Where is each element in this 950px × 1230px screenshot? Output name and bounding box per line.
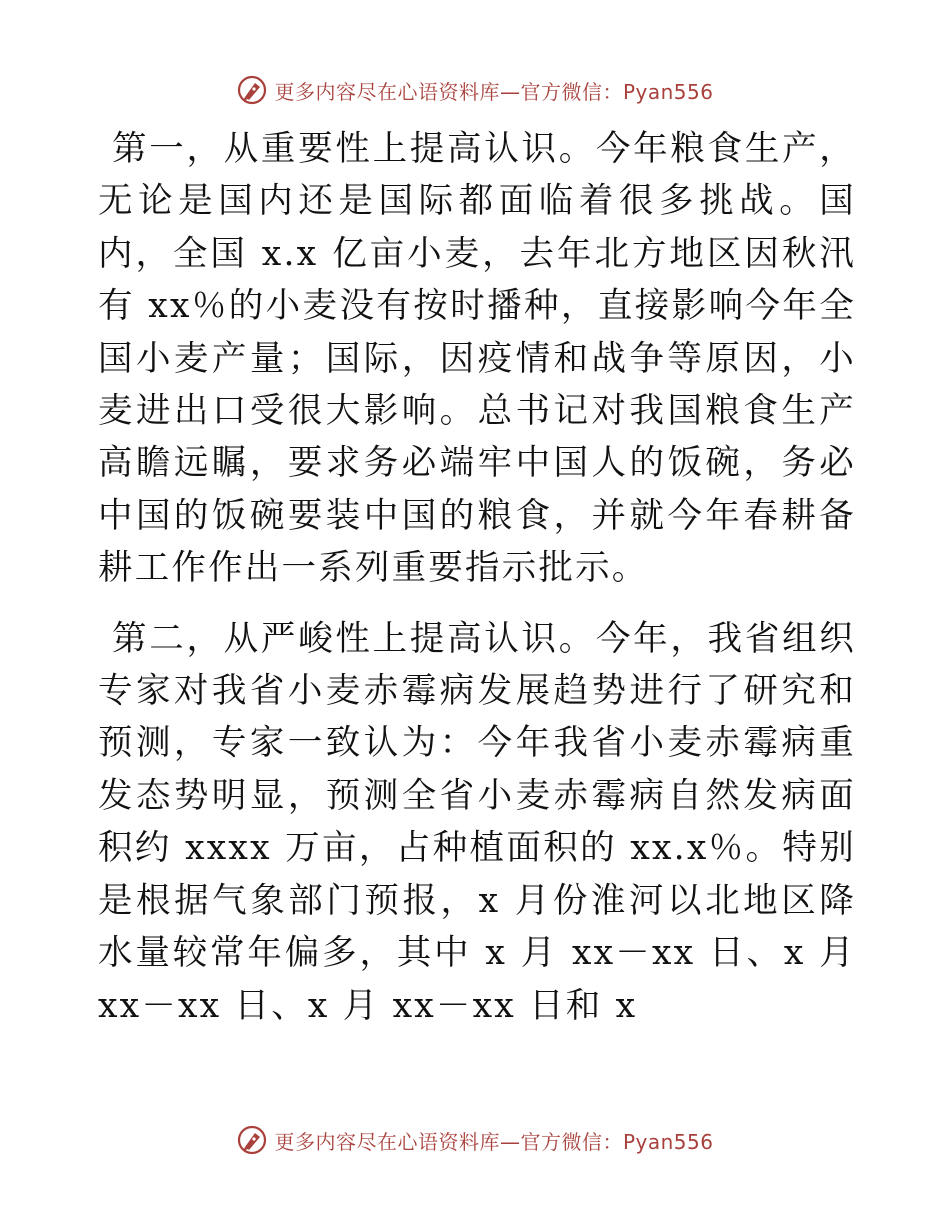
footer-watermark <box>0 1120 950 1160</box>
paragraph-2: 第二，从严峻性上提高认识。今年，我省组织专家对我省小麦赤霉病发展趋势进行了研究和预测，专家一致认为：今年我省小麦赤霉病重发态势明显，预测全省小麦赤霉病自然发病面积约 xxxx 万亩，占种植面积的 xx.x％。特别是根据气象部门预报，x 月份淮河以北地区降水量较常年偏多，其中 x 月 xx－xx 日、x 月 xx－xx 日、x 月 xx－xx 日和 x <box>98 618 856 1026</box>
header-watermark <box>0 70 950 110</box>
watermark-text: 更多内容尽在心语资料库—官方微信：Pyan556 <box>274 79 714 104</box>
pen-nib-logo-icon <box>236 1124 268 1156</box>
pen-nib-logo-icon <box>236 74 268 106</box>
paragraph-1: 第一，从重要性上提高认识。今年粮食生产，无论是国内还是国际都面临着很多挑战。国内，全国 x.x 亿亩小麦，去年北方地区因秋汛有 xx％的小麦没有按时播种，直接影响今年全国小麦产量；国际，因疫情和战争等原因，小麦进出口受很大影响。总书记对我国粮食生产高瞻远瞩，要求务必端牢中国人的饭碗，务必中国的饭碗要装中国的粮食，并就今年春耕备耕工作作出一系列重要指示批示。 <box>98 129 856 589</box>
watermark-text: 更多内容尽在心语资料库—官方微信：Pyan556 <box>274 1129 714 1154</box>
document-body <box>98 123 856 1032</box>
